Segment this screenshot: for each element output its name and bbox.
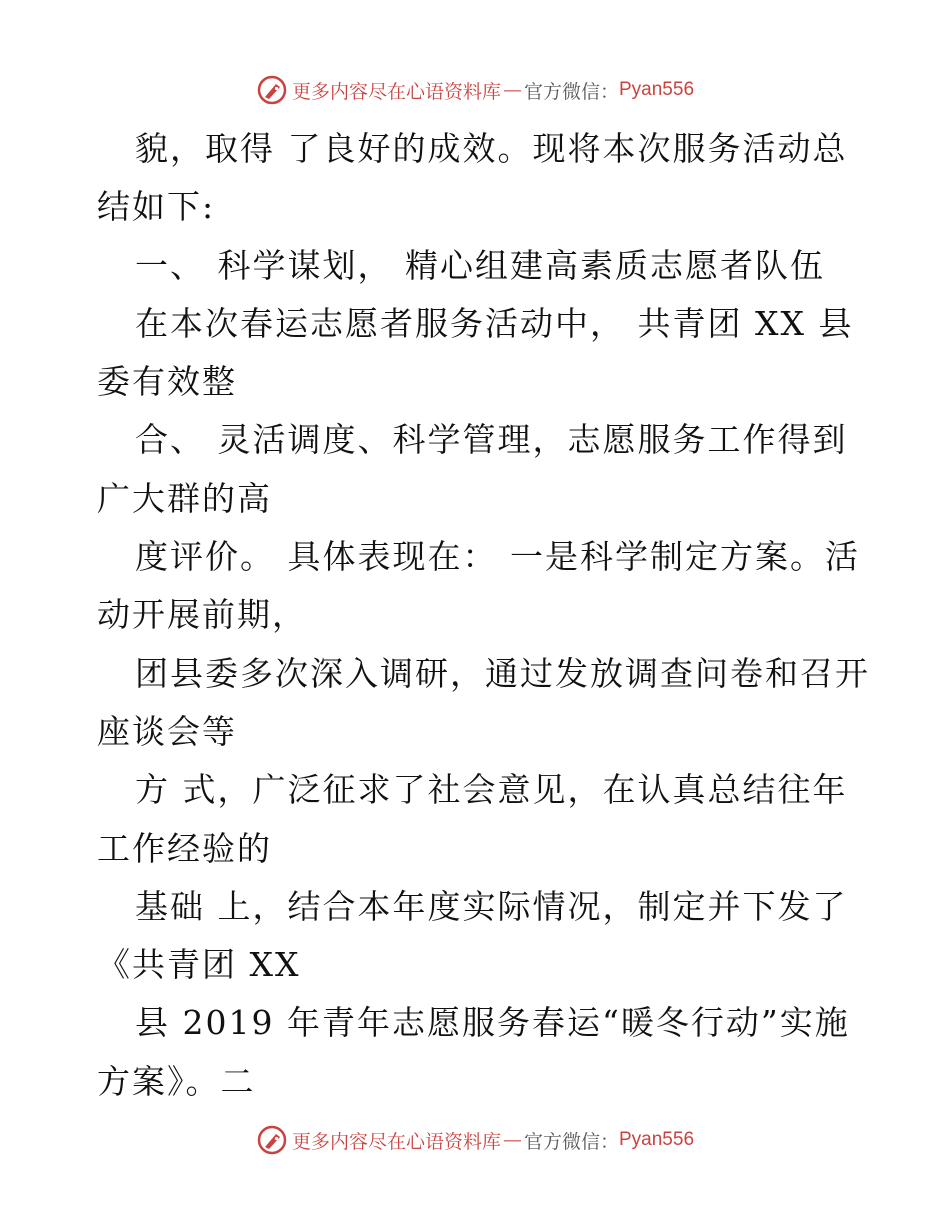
text-line: 一、 科学谋划， 精心组建高素质志愿者队伍	[135, 245, 825, 285]
text-line: 方 式，广泛征求了社会意见，在认真总结往年	[135, 770, 848, 810]
wechat-label: 官方微信：	[523, 80, 619, 103]
text-line: 在本次春运志愿者服务活动中， 共青团 XX 县	[135, 303, 854, 343]
promo-text: 更多内容尽在心语资料库	[291, 1130, 501, 1153]
text-line: 团县委多次深入调研，通过发放调查问卷和召开	[135, 653, 870, 693]
text-line: 合、 灵活调度、科学管理，志愿服务工作得到	[135, 420, 848, 460]
text-line: 貌，取得 了良好的成效。现将本次服务活动总	[135, 129, 848, 168]
text-line: 工作经验的	[97, 828, 272, 868]
footer-banner	[0, 1120, 950, 1160]
wechat-id: Pyan556	[619, 1129, 695, 1150]
text-line: 座谈会等	[97, 711, 237, 751]
text-line: 广大群的高	[97, 478, 272, 518]
header-banner	[0, 70, 950, 110]
text-line: 动开展前期，	[97, 595, 307, 635]
text-line: 度评价。 具体表现在： 一是科学制定方案。活	[135, 537, 860, 577]
promo-text: 更多内容尽在心语资料库	[291, 80, 501, 103]
fountain-pen-logo-icon	[256, 74, 288, 106]
fountain-pen-logo-icon	[256, 1124, 288, 1156]
text-line: 方案》。二	[97, 1061, 256, 1101]
document-body	[97, 120, 870, 1111]
wechat-label: 官方微信：	[523, 1130, 619, 1153]
text-line: 县 2019 年青年志愿服务春运“暖冬行动”实施	[135, 1003, 850, 1043]
wechat-id: Pyan556	[619, 79, 695, 100]
text-line: 结如下:	[97, 187, 216, 227]
text-line: 基础 上，结合本年度实际情况，制定并下发了	[135, 886, 848, 926]
separator: —	[502, 1129, 522, 1151]
text-line: 《共青团 XX	[97, 945, 301, 985]
text-line: 委有效整	[97, 362, 237, 402]
separator: —	[502, 79, 522, 101]
